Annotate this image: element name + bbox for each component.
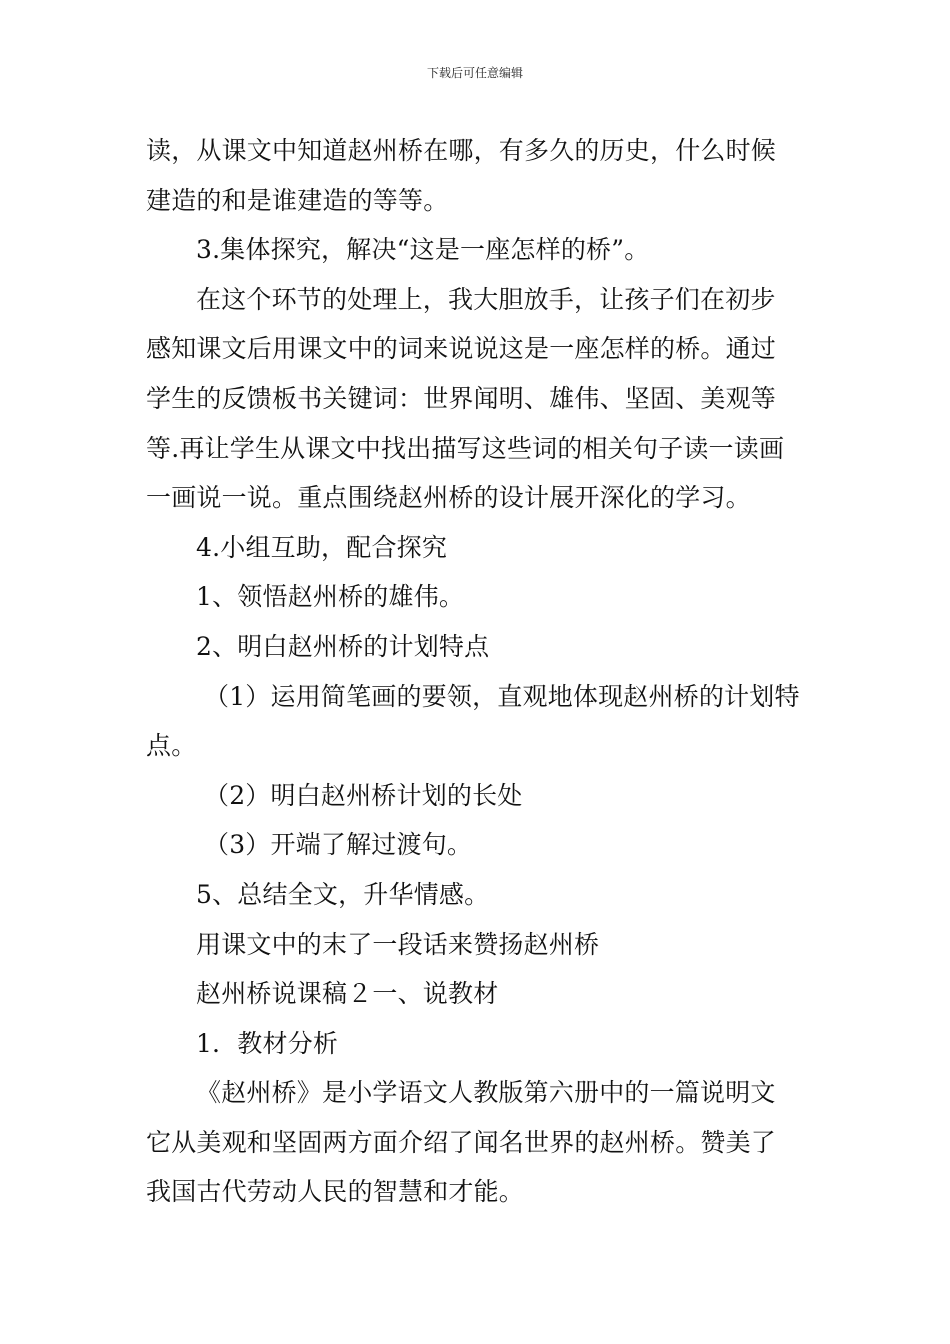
document-body	[146, 126, 808, 1217]
text-line: 在这个环节的处理上，我大胆放手，让孩子们在初步	[196, 284, 776, 314]
text-line: 建造的和是谁建造的等等。	[146, 185, 449, 215]
text-line: 2、明白赵州桥的计划特点	[196, 631, 490, 661]
text-line: 4.小组互助，配合探究	[196, 532, 448, 562]
text-line: 3.集体探究，解决“这是一座怎样的桥”。	[196, 235, 650, 265]
text-line: 我国古代劳动人民的智慧和才能。	[146, 1177, 525, 1207]
text-line: 读，从课文中知道赵州桥在哪，有多久的历史，什么时候	[146, 136, 777, 165]
text-line: 等.再让学生从课文中找出描写这些词的相关句子读一读画	[146, 433, 785, 463]
text-line: 1、领悟赵州桥的雄伟。	[196, 582, 465, 612]
text-line: 学生的反馈板书关键词：世界闻明、雄伟、坚固、美观等	[146, 383, 777, 413]
text-line: （2）明白赵州桥计划的长处	[204, 780, 523, 810]
text-line: 1．教材分析	[196, 1028, 339, 1058]
text-line: （1）运用简笔画的要领，直观地体现赵州桥的计划特	[204, 681, 800, 711]
page-header: 下载后可任意编辑	[426, 66, 523, 80]
text-line: 用课文中的末了一段话来赞扬赵州桥	[196, 929, 600, 959]
text-line: 5、总结全文，升华情感。	[196, 879, 490, 909]
text-line: 赵州桥说课稿２一、说教材	[196, 979, 499, 1009]
text-line: 感知课文后用课文中的词来说说这是一座怎样的桥。通过	[146, 334, 777, 364]
text-line: 点。	[146, 731, 197, 761]
text-line: 它从美观和坚固两方面介绍了闻名世界的赵州桥。赞美了	[146, 1127, 777, 1157]
text-line: 一画说一说。重点围绕赵州桥的设计展开深化的学习。	[146, 483, 751, 513]
text-line: 《赵州桥》是小学语文人教版第六册中的一篇说明文	[196, 1078, 776, 1108]
text-line: （3）开端了解过渡句。	[204, 830, 473, 860]
